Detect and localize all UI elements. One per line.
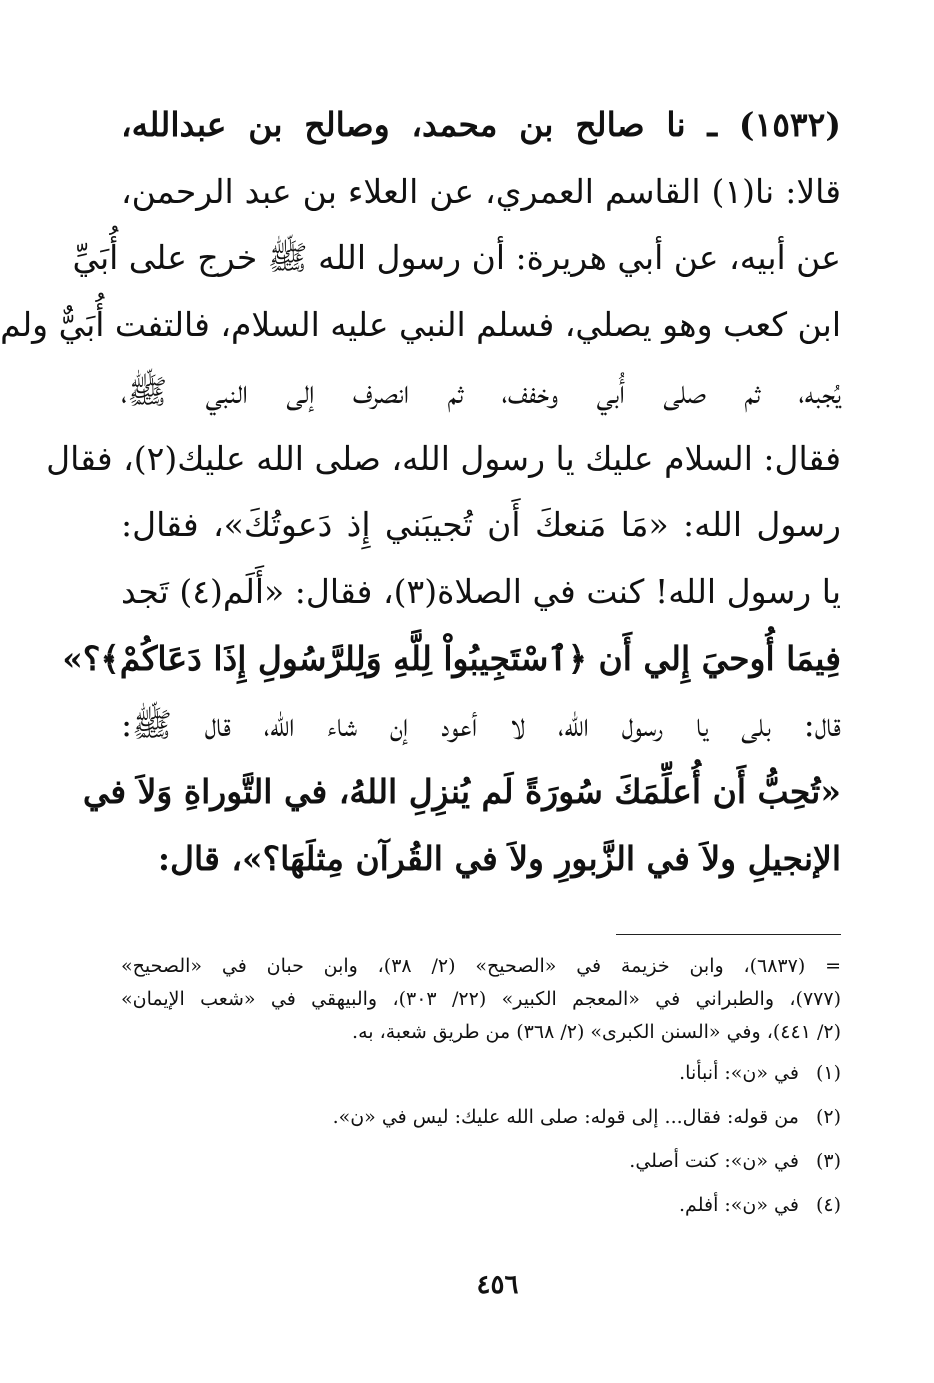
footnote-number: (٢) [815, 1106, 841, 1128]
hadith-line: يُجبه، ثم صلى أُبي وخفف، ثم انصرف إلى النبي ﷺ، [121, 371, 841, 411]
footnote-4 [121, 1189, 841, 1222]
footnote-number: (٤) [815, 1194, 841, 1216]
footnote-number: (٣) [815, 1150, 841, 1172]
continuation-line: = (٦٨٣٧)، وابن خزيمة في «الصحيح» (٢/ ٣٨)، وابن حبان في «الصحيح» [121, 955, 841, 977]
hadith-line: رسول الله: «مَا مَنعكَ أَن تُجيبَني إِذ دَعوتُكَ»، فقال: [121, 505, 841, 545]
hadith-line: (١٥٣٢) ـ نا صالح بن محمد، وصالح بن عبدالله، [121, 105, 841, 144]
hadith-line: قالا: نا(١) القاسم العمري، عن العلاء بن عبد الرحمن، [121, 171, 841, 211]
continuation-line: (٢/ ٤٤١)، وفي «السنن الكبرى» (٢/ ٣٦٨) من طريق شعبة، به. [352, 1021, 841, 1043]
footnote-text: في «ن»: كنت أصلي. [629, 1150, 799, 1172]
footnote-text: في «ن»: أنبأنا. [679, 1062, 799, 1084]
footnote-number: (١) [815, 1062, 841, 1084]
footnotes-section [121, 950, 841, 1233]
hadith-line: فقال: السلام عليك يا رسول الله، صلى الله عليك(٢)، فقال [46, 438, 841, 478]
hadith-text [0, 92, 842, 892]
hadith-line: قال: بلى يا رسول الله، لا أعود إن شاء الله، قال ﷺ: [121, 705, 841, 745]
footnote-continuation [121, 950, 841, 1049]
hadith-line: عن أبيه، عن أبي هريرة: أن رسول الله ﷺ خرج على أُبَيِّ [72, 238, 841, 278]
footnote-2 [121, 1101, 841, 1134]
footnote-text: في «ن»: أفلم. [679, 1194, 799, 1216]
page-body [0, 92, 842, 1216]
hadith-line: «تُحِبُّ أَن أُعلِّمَكَ سُورَةً لَم يُنزِلِ اللهُ، في التَّوراةِ وَلاَ في [82, 772, 841, 812]
footnote-3 [121, 1145, 841, 1178]
footnote-divider [616, 934, 841, 935]
footnote-1 [121, 1057, 841, 1090]
hadith-line: ابن كعب وهو يصلي، فسلم النبي عليه السلام، فالتفت أُبَيٌّ ولم [0, 305, 841, 345]
hadith-line: الإنجيلِ ولاَ في الزَّبورِ ولاَ في القُرآن مِثلَهَا؟»، قال: [157, 838, 841, 878]
footnote-text: من قوله: فقال... إلى قوله: صلى الله عليك: ليس في «ن». [332, 1106, 799, 1128]
hadith-line: يا رسول الله! كنت في الصلاة(٣)، فقال: «أَلَم(٤) تَجد [121, 571, 842, 611]
page-number: ٤٥٦ [476, 1270, 519, 1300]
continuation-line: (٧٧٧)، والطبراني في «المعجم الكبير» (٢٢/ ٣٠٣)، والبيهقي في «شعب الإيمان» [121, 988, 841, 1010]
hadith-line: فِيمَا أُوحيَ إِلي أَن ﴿ٱسْتَجِيبُواْ لِلَّهِ وَلِلرَّسُولِ إِذَا دَعَاكُمْ﴾؟» [62, 638, 841, 678]
